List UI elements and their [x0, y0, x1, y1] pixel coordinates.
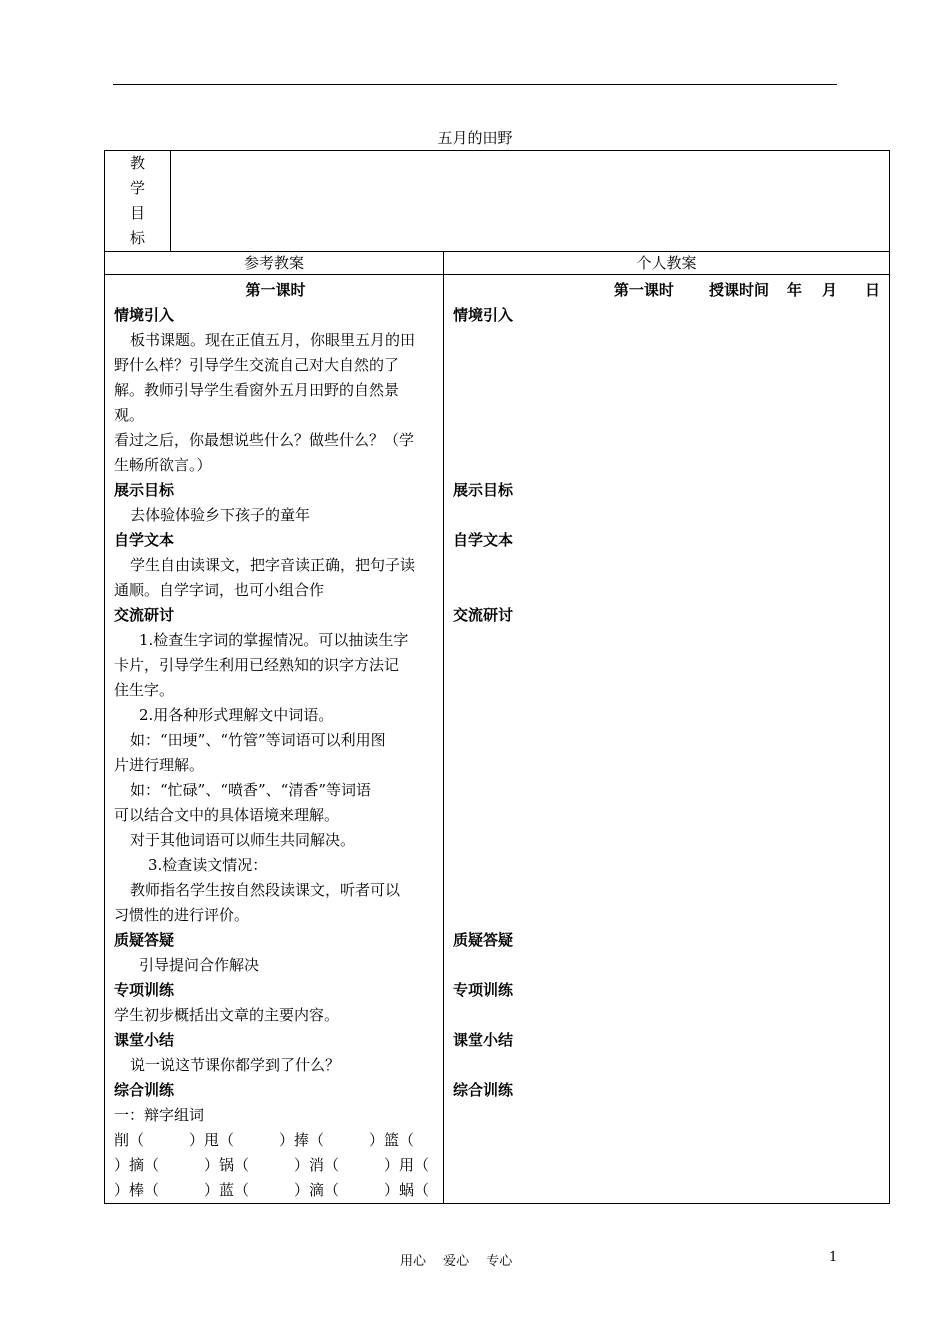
text-line: 去体验体验乡下孩子的童年	[130, 506, 311, 524]
blank-line	[453, 428, 883, 453]
blank-line	[453, 1003, 883, 1028]
text-line: 可以结合文中的具体语境来理解。	[114, 806, 340, 824]
footer-motto: 用心 爱心 专心	[400, 1254, 513, 1269]
page-number: 1	[829, 1250, 838, 1265]
blank-line	[453, 728, 883, 753]
blank-line	[453, 878, 883, 903]
text-line: 引导提问合作解决	[139, 956, 260, 974]
text-line: 观。	[114, 406, 145, 424]
document-title: 五月的田野	[437, 129, 513, 147]
personal-section-heading: 交流研讨	[453, 606, 514, 624]
goals-label-char: 学	[129, 179, 145, 197]
section-heading: 展示目标	[114, 481, 175, 499]
year-label: 年	[786, 281, 802, 299]
personal-plan-cell[interactable]	[444, 275, 890, 1204]
personal-plan-header: 个人教案	[444, 252, 890, 275]
text-line: 通顺。自学字词，也可小组合作	[114, 581, 325, 599]
blank-line	[453, 403, 883, 428]
goals-label-char: 目	[129, 204, 145, 222]
text-line: 野什么样？引导学生交流自己对大自然的了	[114, 356, 400, 374]
blank-line	[453, 703, 883, 728]
blank-line	[453, 853, 883, 878]
blank-line	[453, 578, 883, 603]
blank-line	[453, 1053, 883, 1078]
goals-label-cell	[105, 151, 171, 252]
blank-line	[453, 653, 883, 678]
text-line: ）摘（ ）锅（ ）消（ ）用（	[114, 1156, 430, 1174]
reference-lesson-title: 第一课时	[245, 281, 306, 299]
blank-line	[453, 678, 883, 703]
day-label: 日	[864, 281, 880, 299]
personal-section-heading: 课堂小结	[453, 1031, 514, 1049]
blank-line	[453, 903, 883, 928]
text-line: 2.用各种形式理解文中词语。	[139, 706, 334, 724]
goals-label-char: 标	[129, 229, 145, 247]
month-label: 月	[821, 281, 837, 299]
text-line: 3.检查读文情况：	[148, 856, 268, 874]
text-line: 学生自由读课文，把字音读正确，把句子读	[130, 556, 416, 574]
personal-lesson-header	[453, 278, 883, 303]
personal-section-heading: 自学文本	[453, 531, 514, 549]
section-heading: 情境引入	[114, 306, 175, 324]
column-header-row	[105, 252, 890, 275]
text-line: 生畅所欲言。）	[114, 456, 212, 474]
section-heading: 专项训练	[114, 981, 175, 999]
personal-lesson-title: 第一课时	[613, 281, 674, 299]
text-line: 对于其他词语可以师生共同解决。	[130, 831, 356, 849]
personal-section-heading: 质疑答疑	[453, 931, 514, 949]
personal-section-heading: 情境引入	[453, 306, 514, 324]
goals-row	[105, 151, 890, 252]
blank-line	[453, 778, 883, 803]
blank-line	[453, 328, 883, 353]
text-line: 如：“田埂”、“竹管”等词语可以利用图	[130, 731, 386, 749]
blank-line	[453, 553, 883, 578]
blank-line	[453, 628, 883, 653]
blank-line	[453, 803, 883, 828]
text-line: 卡片，引导学生利用已经熟知的识字方法记	[114, 656, 400, 674]
blank-line	[453, 503, 883, 528]
text-line: 1.检查生字词的掌握情况。可以抽读生字	[139, 631, 409, 649]
section-heading: 交流研讨	[114, 606, 175, 624]
text-line: 解。教师引导学生看窗外五月田野的自然景	[114, 381, 400, 399]
text-line: 看过之后，你最想说些什么？做些什么？（学	[114, 431, 415, 449]
blank-line	[453, 378, 883, 403]
text-line: 学生初步概括出文章的主要内容。	[114, 1006, 340, 1024]
section-heading: 质疑答疑	[114, 931, 175, 949]
section-heading: 自学文本	[114, 531, 175, 549]
text-line: ）棒（ ）蓝（ ）滴（ ）蜗（	[114, 1181, 430, 1199]
text-line: 片进行理解。	[114, 756, 205, 774]
blank-line	[453, 353, 883, 378]
blank-line	[453, 453, 883, 478]
section-heading: 课堂小结	[114, 1031, 175, 1049]
teaching-time-label: 授课时间	[708, 281, 769, 299]
header-rule	[113, 84, 837, 85]
personal-section-heading: 展示目标	[453, 481, 514, 499]
personal-section-heading: 综合训练	[453, 1081, 514, 1099]
blank-line	[453, 753, 883, 778]
reference-plan-cell	[105, 275, 444, 1204]
text-line: 削（ ）甩（ ）捧（ ）篮（	[114, 1131, 415, 1149]
content-row	[105, 275, 890, 1204]
text-line: 如：“忙碌”、“喷香”、“清香”等词语	[130, 781, 372, 799]
personal-section-heading: 专项训练	[453, 981, 514, 999]
blank-line	[453, 828, 883, 853]
text-line: 板书课题。现在正值五月，你眼里五月的田	[130, 331, 416, 349]
section-heading: 综合训练	[114, 1081, 175, 1099]
text-line: 教师指名学生按自然段读课文，听者可以	[130, 881, 401, 899]
reference-plan-header: 参考教案	[105, 252, 444, 275]
text-line: 习惯性的进行评价。	[114, 906, 250, 924]
lesson-plan-table	[104, 150, 890, 1204]
text-line: 说一说这节课你都学到了什么？	[130, 1056, 341, 1074]
goals-label-char: 教	[129, 154, 145, 172]
text-line: 一：辩字组词	[114, 1106, 205, 1124]
blank-line	[453, 953, 883, 978]
goals-content-cell[interactable]	[171, 151, 890, 252]
text-line: 住生字。	[114, 681, 175, 699]
